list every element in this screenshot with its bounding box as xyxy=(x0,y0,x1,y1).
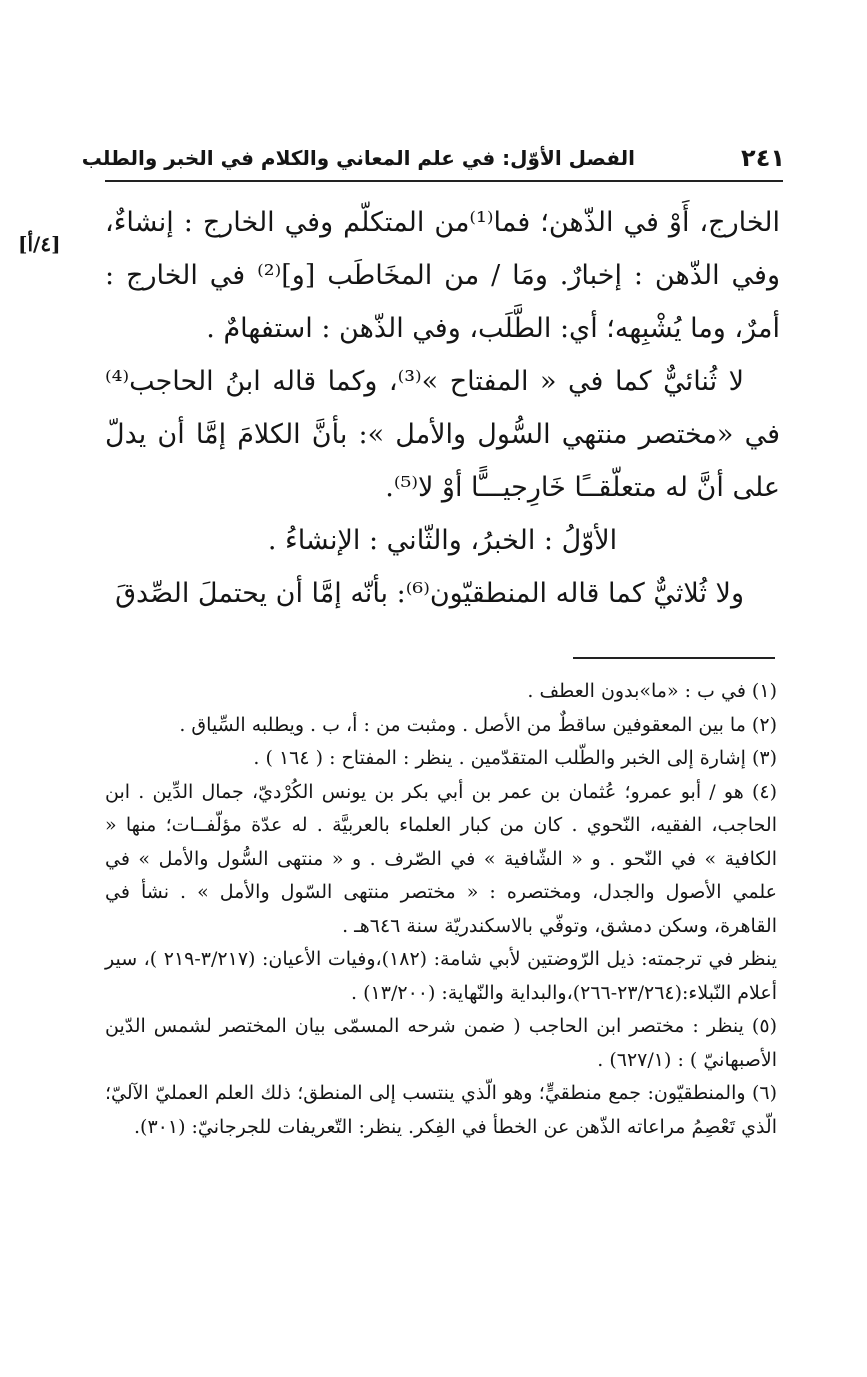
footnotes xyxy=(105,675,777,1144)
footnote-4-references: ينظر في ترجمته: ذيل الرّوضتين لأبي شامة: (١٨٢)،وفيات الأعيان: (٣/٢١٧-٢١٩ )، سير أعلام النّبلاء:(٢٣/٢٦٤-٢٦٦)،والبداية والنّهاية: (١٣/٢٠٠) . xyxy=(105,948,777,1004)
running-header xyxy=(81,138,785,178)
footnote-2: (٢) ما بين المعقوفين ساقطٌ من الأصل . ومثبت من : أ، ب . ويطلبه السِّياق . xyxy=(179,713,777,736)
paragraph-1: الخارج، أَوْ في الذّهن؛ فما⁽¹⁾من المتكلّم وفي الخارج : إنشاءٌ، وفي الذّهن : إخبارٌ. ومَا / من المخَاطَب [و]⁽²⁾ في الخارج : أمرٌ، وما يُشْبِهه؛ أي: الطَّلَب، وفي الذّهن : استفهامٌ . xyxy=(105,207,781,344)
page-number: ٢٤١ xyxy=(741,144,785,172)
chapter-title: الفصل الأوّل: في علم المعاني والكلام في الخبر والطلب xyxy=(81,146,635,170)
footnote-1: (١) في ب : «ما»بدون العطف . xyxy=(527,680,777,702)
paragraph-4: ولا ثُلاثيٌّ كما قاله المنطقيّون⁽⁶⁾: بأنّه إمَّا أن يحتملَ الصِّدقَ xyxy=(115,578,744,609)
footnote-6: (٦) والمنطقيّون: جمع منطقيٍّ؛ وهو الّذي ينتسب إلى المنطق؛ ذلك العلم العمليّ الآليّ؛ الّذي تَعْصِمُ مراعاته الذّهن عن الخطأ في الفِكر. ينظر: التّعريفات للجرجانيّ: (٣٠١). xyxy=(105,1082,777,1138)
footnote-5: (٥) ينظر : مختصر ابن الحاجب ( ضمن شرحه المسمّى بيان المختصر لشمس الدّين الأصبهانيّ ) : (٦٢٧/١) . xyxy=(105,1015,777,1071)
footnote-separator xyxy=(573,657,775,659)
paragraph-3: الأوّلُ : الخبرُ، والثّاني : الإنشاءُ . xyxy=(267,525,618,556)
footnote-3: (٣) إشارة إلى الخبر والطّلب المتقدّمين . ينظر : المفتاح : ( ١٦٤ ) . xyxy=(253,747,777,769)
folio-marker: [٤/أ] xyxy=(18,232,61,256)
header-rule xyxy=(105,180,783,182)
footnote-4: (٤) هو / أبو عمرو؛ عُثمان بن عمر بن أبي بكر بن يونس الكُرْديّ، جمال الدِّين . ابن الحاجب، الفقيه، النّحوي . كان من كبار العلماء بالعربيَّة . له عدّة مؤلّفــات؛ منها « الكافية » في النّحو . و « الشّافية » في الصّرف . و « منتهى السُّول والأمل » في علمي الأصول والجدل، ومختصره : « مختصر منتهى السّول والأمل » . نشأ في القاهرة، وسكن دمشق، وتوفّي بالاسكندريّة سنة ٦٤٦هـ . xyxy=(105,780,777,937)
main-text xyxy=(105,196,780,620)
paragraph-2: لا ثُنائيٌّ كما في « المفتاح »⁽³⁾، وكما قاله ابنُ الحاجب⁽⁴⁾في «مختصر منتهي السُّول والأمل »: بأنَّ الكلامَ إمَّا أن يدلّ على أنَّ له متعلّقــًا خَارِجيـــًّا أوْ لا⁽⁵⁾. xyxy=(105,366,780,503)
